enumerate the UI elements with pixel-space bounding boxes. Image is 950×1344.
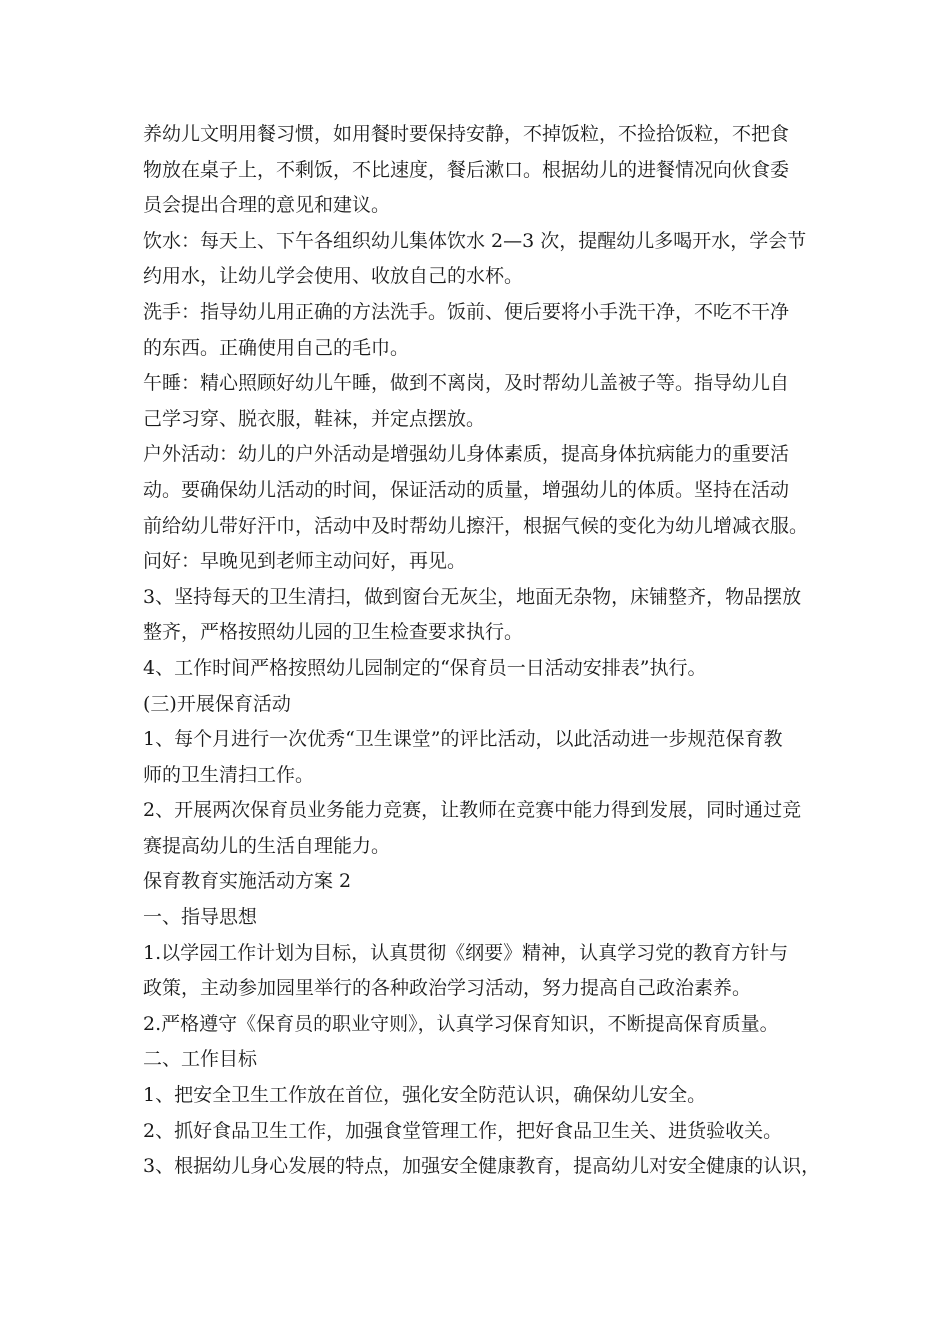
text-line: 问好：早晚见到老师主动问好，再见。 [143, 550, 467, 573]
text-line: 2、抓好食品卫生工作，加强食堂管理工作，把好食品卫生关、进货验收关。 [143, 1119, 783, 1142]
section-heading: 二、工作目标 [143, 1048, 258, 1071]
text-line: 约用水，让幼儿学会使用、收放自己的水杯。 [143, 265, 524, 288]
document-title: 保育教育实施活动方案 2 [143, 870, 352, 893]
text-line: 师的卫生清扫工作。 [143, 763, 315, 786]
document-body [143, 117, 833, 1185]
text-line: 1.以学园工作计划为目标，认真贯彻《纲要》精神，认真学习党的教育方针与 [143, 941, 789, 964]
section-heading: (三)开展保育活动 [143, 692, 291, 715]
text-line: 3、根据幼儿身心发展的特点，加强安全健康教育，提高幼儿对安全健康的认识， [143, 1155, 821, 1178]
text-line: 前给幼儿带好汗巾，活动中及时帮幼儿擦汗，根据气候的变化为幼儿增减衣服。 [143, 514, 809, 537]
text-line: 赛提高幼儿的生活自理能力。 [143, 834, 391, 857]
text-line: 2.严格遵守《保育员的职业守则》，认真学习保育知识，不断提高保育质量。 [143, 1012, 779, 1035]
text-line: 4、工作时间严格按照幼儿园制定的“保育员一日活动安排表”执行。 [143, 656, 707, 679]
text-line: 整齐，严格按照幼儿园的卫生检查要求执行。 [143, 621, 524, 644]
text-line: 洗手：指导幼儿用正确的方法洗手。饭前、便后要将小手洗干净，不吃不干净 [143, 300, 790, 323]
text-line: 1、把安全卫生工作放在首位，强化安全防范认识，确保幼儿安全。 [143, 1084, 707, 1107]
text-line: 户外活动：幼儿的户外活动是增强幼儿身体素质，提高身体抗病能力的重要活 [143, 443, 790, 466]
text-line: 动。要确保幼儿活动的时间，保证活动的质量，增强幼儿的体质。坚持在活动 [143, 478, 790, 501]
text-line: 政策，主动参加园里举行的各种政治学习活动，努力提高自己政治素养。 [143, 977, 752, 1000]
text-line: 的东西。正确使用自己的毛巾。 [143, 336, 410, 359]
text-line: 3、坚持每天的卫生清扫，做到窗台无灰尘，地面无杂物，床铺整齐，物品摆放 [143, 585, 802, 608]
section-heading: 一、指导思想 [143, 906, 258, 929]
text-line: 1、每个月进行一次优秀“卫生课堂”的评比活动，以此活动进一步规范保育教 [143, 728, 783, 751]
text-line: 员会提出合理的意见和建议。 [143, 194, 391, 217]
text-line: 2、开展两次保育员业务能力竞赛，让教师在竞赛中能力得到发展，同时通过竞 [143, 799, 802, 822]
text-line: 饮水：每天上、下午各组织幼儿集体饮水 2—3 次，提醒幼儿多喝开水，学会节 [143, 229, 807, 252]
text-line: 己学习穿、脱衣服，鞋袜，并定点摆放。 [143, 407, 486, 430]
text-line: 养幼儿文明用餐习惯，如用餐时要保持安静，不掉饭粒，不捡拾饭粒，不把食 [143, 123, 790, 145]
text-line: 午睡：精心照顾好幼儿午睡，做到不离岗，及时帮幼儿盖被子等。指导幼儿自 [143, 372, 790, 395]
text-line: 物放在桌子上，不剩饭，不比速度，餐后漱口。根据幼儿的进餐情况向伙食委 [143, 158, 790, 181]
